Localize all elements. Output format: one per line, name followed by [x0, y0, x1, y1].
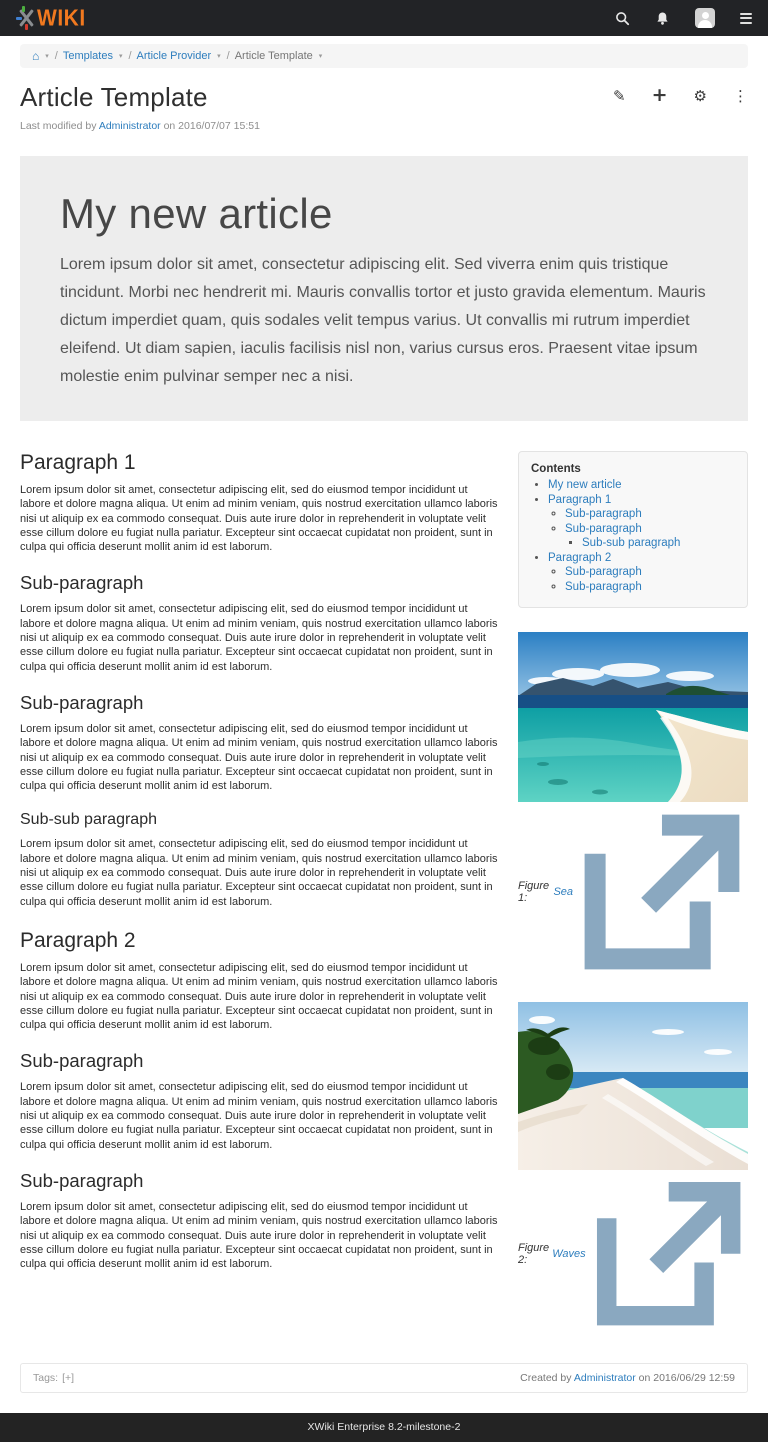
breadcrumb-caret-icon[interactable]: ▾ [318, 53, 323, 60]
section-heading: Paragraph 1 [20, 451, 136, 474]
figure-caption-prefix: Figure 1: [518, 879, 550, 904]
add-tag-button[interactable]: [+] [62, 1372, 75, 1385]
app-footer [0, 1413, 768, 1442]
sidebar [518, 451, 748, 1333]
section-paragraph: Lorem ipsum dolor sit amet, consectetur adipiscing elit, sed do eiusmod tempor incididunt ut labore et dolore magna aliqua. Ut enim ad minim veniam, quis nostrud exercitation ullamco laboris nisi ut aliquip ex ea commodo consequat. Duis aute irure dolor in reprehenderit in voluptate velit esse cillum dolore eu fugiat nulla pariatur. Excepteur sint occaecat cupidatat non proident, sunt in culpa qui officia deserunt mollit anim id est laborum. [20, 838, 498, 908]
section-paragraph: Lorem ipsum dolor sit amet, consectetur adipiscing elit, sed do eiusmod tempor incididunt ut labore et dolore magna aliqua. Ut enim ad minim veniam, quis nostrud exercitation ullamco laboris nisi ut aliquip ex ea commodo consequat. Duis aute irure dolor in reprehenderit in voluptate velit esse cillum dolore eu fugiat nulla pariatur. Excepteur sint occaecat cupidatat non proident, sunt in culpa qui officia deserunt mollit anim id est laborum. [20, 603, 498, 673]
figure-caption-prefix: Figure 2: [518, 1241, 550, 1266]
more-actions-kebab-button[interactable]: ⋮ [733, 87, 748, 105]
section-paragraph: Lorem ipsum dolor sit amet, consectetur adipiscing elit, sed do eiusmod tempor incididunt ut labore et dolore magna aliqua. Ut enim ad minim veniam, quis nostrud exercitation ullamco laboris nisi ut aliquip ex ea commodo consequat. Duis aute irure dolor in reprehenderit in voluptate velit esse cillum dolore eu fugiat nulla pariatur. Excepteur sint occaecat cupidatat non proident, sunt in culpa qui officia deserunt mollit anim id est laborum. [20, 961, 498, 1032]
toc-link[interactable]: Sub-paragraph [565, 522, 642, 535]
toc-link[interactable]: My new article [548, 479, 622, 491]
breadcrumb-item-article-provider[interactable]: Article Provider [136, 50, 212, 62]
search-button[interactable] [615, 11, 630, 26]
xwiki-x-logo-icon [16, 6, 36, 30]
external-link-icon [589, 1174, 748, 1333]
section-paragraph: Lorem ipsum dolor sit amet, consectetur adipiscing elit, sed do eiusmod tempor incididunt ut labore et dolore magna aliqua. Ut enim ad minim veniam, quis nostrud exercitation ullamco laboris nisi ut aliquip ex ea commodo consequat. Duis aute irure dolor in reprehenderit in voluptate velit esse cillum dolore eu fugiat nulla pariatur. Excepteur sint occaecat cupidatat non proident, sunt in culpa qui officia deserunt mollit anim id est laborum. [20, 722, 498, 793]
figure-waves-link[interactable]: Waves [552, 1247, 586, 1260]
toc-link[interactable]: Sub-paragraph [565, 508, 642, 520]
waves-beach-image [518, 1002, 748, 1170]
edit-button[interactable]: ✎ [613, 87, 626, 105]
hamburger-icon [740, 13, 752, 24]
article-lead-paragraph: Lorem ipsum dolor sit amet, consectetur adipiscing elit. Sed viverra enim quis tristique tincidunt. Morbi nec hendrerit mi. Mauris convallis tortor et justo gravida elementum. Mauris dictum imperdiet quam, quis sodales velit tempus varius. Ut convallis mi rutrum imperdiet eleifend. Ut diam sapien, iaculis facilisis nisl non, varius cursus eros. Praesent vitae ipsum molestie enim pulvinar semper nec a nisi. [60, 256, 706, 385]
toc-heading: Contents [531, 463, 581, 475]
xwiki-logo[interactable] [16, 6, 86, 30]
created-by-user-link[interactable]: Administrator [573, 1372, 636, 1385]
section-heading: Sub-paragraph [20, 691, 144, 713]
breadcrumb-caret-icon[interactable]: ▾ [45, 53, 49, 60]
logo-text: WIKI [37, 5, 86, 31]
version-text: XWiki Enterprise 8.2-milestone-2 [307, 1421, 461, 1434]
section-heading: Sub-paragraph [20, 1169, 144, 1191]
toc-link[interactable]: Paragraph 1 [548, 493, 612, 506]
external-link-icon [576, 806, 748, 978]
tags-label: Tags: [33, 1372, 59, 1385]
bell-icon [655, 11, 670, 26]
breadcrumb-caret-icon[interactable]: ▾ [217, 53, 221, 60]
section-paragraph: Lorem ipsum dolor sit amet, consectetur adipiscing elit, sed do eiusmod tempor incididunt ut labore et dolore magna aliqua. Ut enim ad minim veniam, quis nostrud exercitation ullamco laboris nisi ut aliquip ex ea commodo consequat. Duis aute irure dolor in reprehenderit in voluptate velit esse cillum dolore eu fugiat nulla pariatur. Excepteur sint occaecat cupidatat non proident, sunt in culpa qui officia deserunt mollit anim id est laborum. [20, 1081, 498, 1151]
breadcrumb-caret-icon[interactable]: ▾ [118, 53, 123, 60]
create-button[interactable]: + [651, 84, 668, 106]
modified-by-user-link[interactable]: Administrator [98, 120, 161, 132]
user-avatar [695, 8, 715, 28]
article-hero [20, 156, 748, 421]
article-body [20, 451, 498, 1271]
figure-sea [518, 632, 748, 978]
toc-link[interactable]: Paragraph 2 [548, 551, 612, 564]
section-heading: Sub-paragraph [20, 1050, 144, 1072]
created-by-line: Created by Administrator on 2016/06/29 12:59 [520, 1372, 735, 1385]
figure-waves [518, 1002, 748, 1333]
toc-link[interactable]: Sub-sub paragraph [582, 537, 681, 549]
top-navigation-bar [0, 0, 768, 36]
sea-beach-image [518, 632, 748, 802]
last-modified-line: Last modified by Administrator on 2016/07/07 15:51 [20, 120, 260, 132]
settings-gear-button[interactable]: ⚙ [693, 87, 707, 105]
home-icon[interactable]: ⌂ [32, 49, 40, 63]
section-paragraph: Lorem ipsum dolor sit amet, consectetur adipiscing elit, sed do eiusmod tempor incididunt ut labore et dolore magna aliqua. Ut enim ad minim veniam, quis nostrud exercitation ullamco laboris nisi ut aliquip ex ea commodo consequat. Duis aute irure dolor in reprehenderit in voluptate velit esse cillum dolore eu fugiat nulla pariatur. Excepteur sint occaecat cupidatat non proident, sunt in culpa qui officia deserunt mollit anim id est laborum. [20, 484, 498, 554]
figure-sea-link[interactable]: Sea [553, 885, 574, 898]
search-icon [615, 11, 630, 26]
breadcrumb-item-current: Article Template [234, 50, 313, 62]
breadcrumb-item-templates[interactable]: Templates [62, 50, 113, 62]
notifications-button[interactable] [655, 11, 670, 26]
section-heading: Sub-sub paragraph [20, 811, 157, 829]
section-paragraph: Lorem ipsum dolor sit amet, consectetur adipiscing elit, sed do eiusmod tempor incididunt ut labore et dolore magna aliqua. Ut enim ad minim veniam, quis nostrud exercitation ullamco laboris nisi ut aliquip ex ea commodo consequat. Duis aute irure dolor in reprehenderit in voluptate velit esse cillum dolore eu fugiat nulla pariatur. Excepteur sint occaecat cupidatat non proident, sunt in culpa qui officia deserunt mollit anim id est laborum. [20, 1200, 498, 1271]
section-heading: Paragraph 2 [20, 928, 136, 952]
page-title: Article Template [20, 82, 208, 112]
document-footer-bar [20, 1363, 748, 1393]
table-of-contents-panel [518, 451, 748, 608]
toc-link[interactable]: Sub-paragraph [565, 566, 642, 578]
user-menu-button[interactable] [695, 8, 715, 28]
article-title: My new article [60, 190, 333, 237]
drawer-menu-button[interactable] [740, 13, 752, 24]
toc-link[interactable]: Sub-paragraph [565, 580, 642, 593]
breadcrumb: ⌂ ▾ / Templates ▾ / Article Provider ▾ / Article Template ▾ [20, 44, 748, 68]
section-heading: Sub-paragraph [20, 572, 144, 594]
